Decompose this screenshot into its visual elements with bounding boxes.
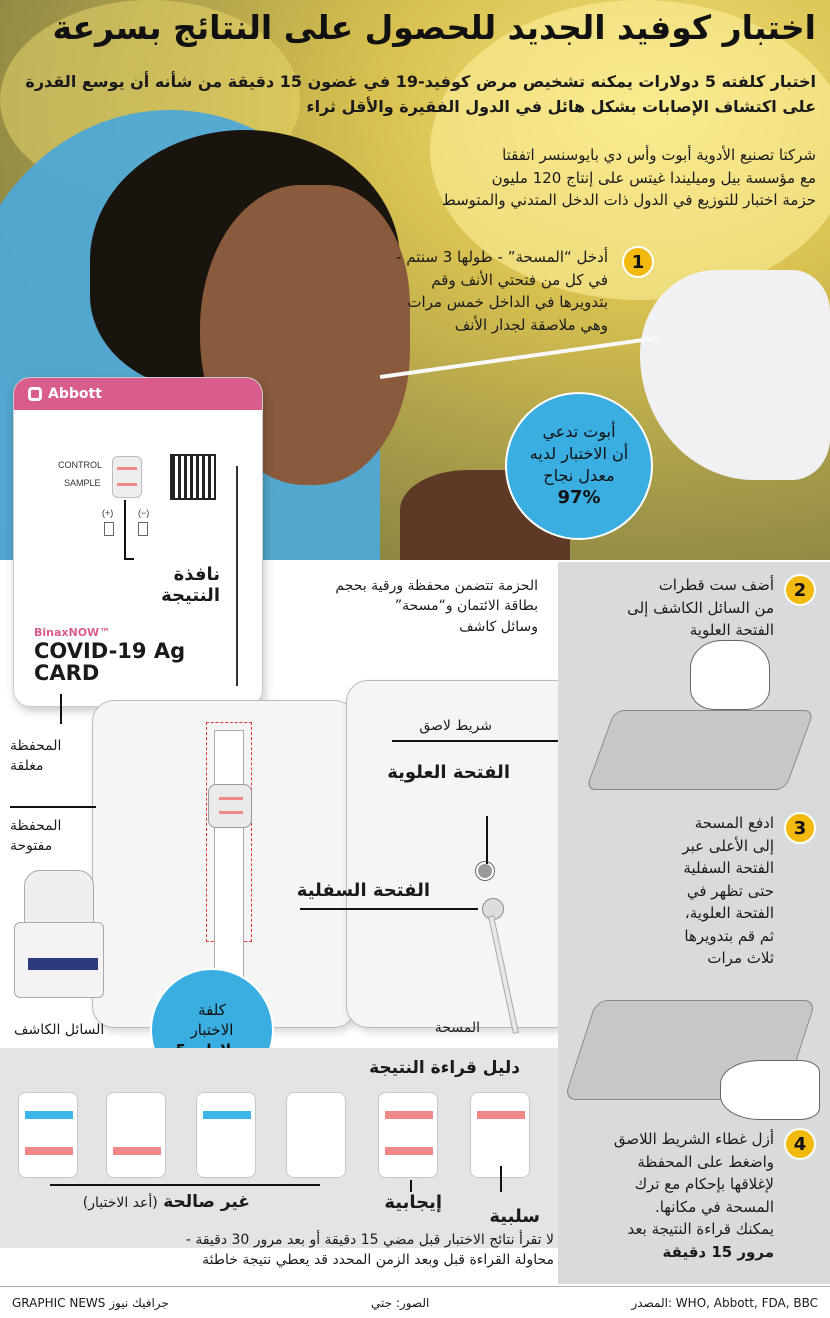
top-hole	[476, 862, 494, 880]
swab-label: المسحة	[434, 1020, 480, 1036]
intro-paragraph: شركتا تصنيع الأدوية أبوت وأس دي بايوسنسر اتفقتا مع مؤسسة بيل وميليندا غيتس على إنتاج 120 مليون حزمة اختبار للتوزيع في الدول ذات الدخل المتدني والمتوسط	[441, 146, 816, 209]
step-4-number: 4	[784, 1128, 816, 1160]
bottom-hole-label: الفتحة السفلية	[296, 880, 430, 901]
card-header	[14, 378, 262, 410]
step-2-text: أضف ست قطرات من السائل الكاشف إلى الفتحة العلوية	[627, 576, 774, 639]
top-hole-label: الفتحة العلوية	[387, 762, 510, 783]
open-folder-label: المحفظة مفتوحة	[10, 818, 62, 855]
guide-title: دليل قراءة النتيجة	[369, 1058, 520, 1078]
open-leader	[10, 806, 96, 808]
negative-window	[138, 522, 148, 536]
abbott-logo-icon	[28, 387, 42, 401]
negative-label: سلبية	[489, 1206, 540, 1227]
step-1-text: أدخل “المسحة” - طولها 3 سنتم - في كل من فتحتي الأنف وقم بتدويرها في الداخل خمس مرات وهي ملاصقة لجدار الأنف	[396, 248, 608, 334]
reagent-bottle-icon	[14, 870, 104, 998]
step-3-number: 3	[784, 812, 816, 844]
positive-window	[104, 522, 114, 536]
swab-hand-icon	[720, 1060, 820, 1120]
top-hole-leader	[486, 816, 488, 864]
read-warning: لا تقرأ نتائج الاختبار قبل مضي 15 دقيقة أو بعد مرور 30 دقيقة - محاولة القراءة قبل وبعد الزمن المحدد قد يعطي نتيجة خاطئة	[185, 1232, 554, 1269]
card-brand: Abbott	[48, 386, 102, 402]
footer-source: المصدر: WHO, Abbott, FDA, BBC	[631, 1295, 818, 1310]
result-leader-line	[124, 500, 126, 560]
qr-code-icon	[172, 456, 214, 498]
swab	[380, 336, 658, 379]
strip-invalid-2	[106, 1092, 166, 1178]
sample-label: SAMPLE	[64, 478, 101, 488]
bottom-hole-leader	[300, 908, 478, 910]
result-leader-foot	[124, 558, 134, 560]
invalid-bracket	[50, 1184, 320, 1186]
lead-text: اختبار كلفته 5 دولارات يمكنه تشخيص مرض كوفيد-19 في غضون 15 دقيقة من شأنه أن يوسع القدرة على اكتشاف الإصابات بشكل هائل في الدول الفقيرة والأقل ثراء	[25, 72, 816, 116]
control-label: CONTROL	[58, 460, 103, 470]
step-2-number: 2	[784, 574, 816, 606]
reagent-label: السائل الكاشف	[14, 1022, 105, 1038]
product-name: COVID-19 Ag CARD	[34, 639, 186, 686]
cost-bubble: كلفة الاختبار	[150, 968, 274, 1092]
invalid-label: غير صالحة (أعد الاختبار)	[82, 1192, 250, 1212]
success-rate-bubble: أبوت تدعي أن الاختبار لديه معدل نجاح 97%	[505, 392, 653, 540]
product-brand: BinaxNOW™	[34, 626, 111, 639]
adhesive-leader	[392, 740, 562, 742]
strip-positive	[378, 1092, 438, 1178]
positive-label: إيجابية	[384, 1192, 442, 1213]
step-4-text: أزل غطاء الشريط اللاصق واضغط على المحفظة لإغلاقها بإحكام مع ترك المسحة في مكانها. يمكنك قراءة النتيجة بعد مرور 15 دقيقة	[613, 1130, 774, 1261]
strip-invalid-1	[18, 1092, 78, 1178]
strip-invalid-3	[196, 1092, 256, 1178]
test-card	[14, 378, 262, 706]
negative-tick	[500, 1166, 502, 1192]
positive-sign: (+)	[102, 508, 114, 518]
glove	[640, 270, 830, 480]
footer	[0, 1286, 830, 1318]
closed-folder-label: المحفظة مغلقة	[10, 738, 62, 775]
strip-window	[208, 784, 252, 828]
card-divider	[236, 466, 238, 686]
footer-credit: GRAPHIC NEWS جرافيك نيوز	[12, 1295, 169, 1310]
result-window-label: نافذة النتيجة	[161, 564, 220, 606]
test-strip-body	[214, 730, 244, 980]
footer-photos: الصور: جتي	[371, 1295, 430, 1310]
step-3-text: ادفع المسحة إلى الأعلى عبر الفتحة السفلية حتى تظهر في الفتحة العلوية، ثم قم بتدويرها ثلاث مرات	[682, 814, 774, 967]
strip-invalid-4	[286, 1092, 346, 1178]
negative-sign: (−)	[138, 508, 150, 518]
kit-description: الحزمة تتضمن محفظة ورقية بحجم بطاقة الائتمان و“مسحة” وسائل كاشف	[335, 578, 538, 635]
step-1-number: 1	[622, 246, 654, 278]
result-window	[112, 456, 142, 498]
dropper-illustration	[585, 710, 814, 790]
page-title: اختبار كوفيد الجديد للحصول على النتائج بسرعة	[52, 8, 816, 47]
dropper-hand-icon	[690, 640, 770, 710]
adhesive-label: شريط لاصق	[419, 718, 492, 734]
positive-tick	[410, 1180, 412, 1192]
closed-leader	[60, 694, 62, 724]
